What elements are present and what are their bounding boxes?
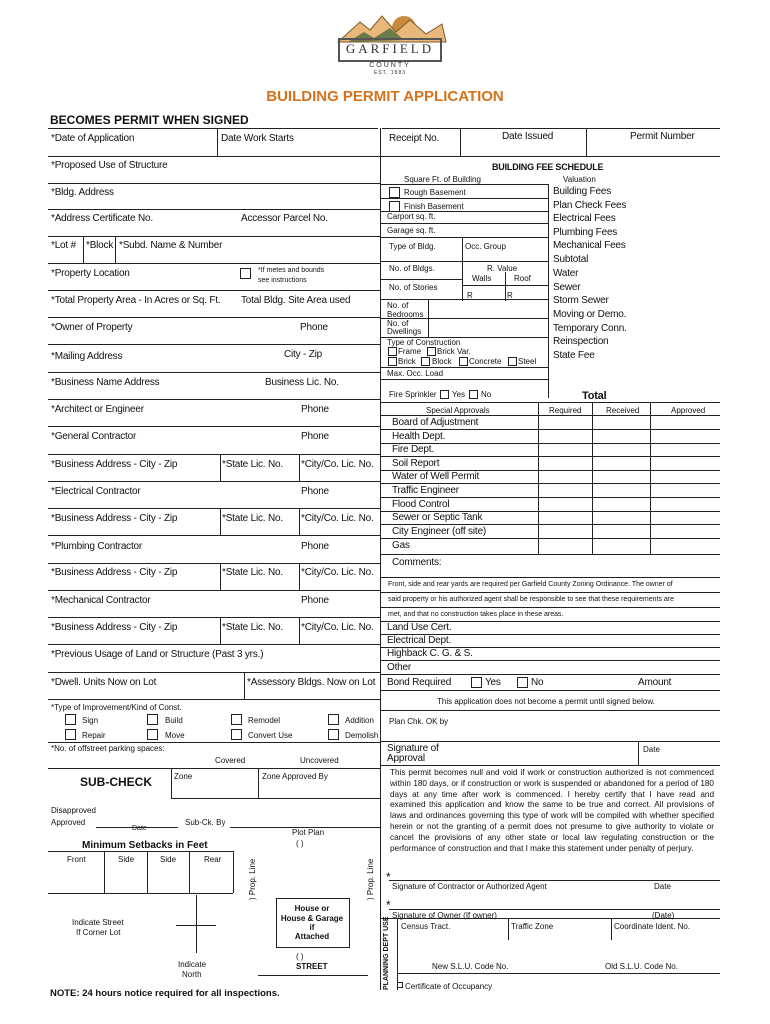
remodel-label: Remodel xyxy=(248,716,281,725)
rough-basement-checkbox[interactable] xyxy=(389,187,400,198)
bond-required-label: Bond Required xyxy=(387,677,452,688)
proposed-use-field[interactable]: *Proposed Use of Structure xyxy=(51,160,168,171)
block-label: Block xyxy=(432,357,452,366)
lot-field[interactable]: *Lot # xyxy=(51,240,76,251)
planning-dept-label: PLANNING DEPT USE xyxy=(383,916,390,990)
certificate-occupancy-checkbox[interactable] xyxy=(397,982,403,988)
approval-soil[interactable]: Soil Report xyxy=(392,458,440,469)
signature-owner-field[interactable]: Signature of Owner (If owner) xyxy=(392,911,497,920)
date-issued-field[interactable]: Date Issued xyxy=(502,131,554,142)
subdivision-field[interactable]: *Subd. Name & Number xyxy=(119,240,223,251)
demolish-checkbox[interactable] xyxy=(328,729,339,740)
approval-fire[interactable]: Fire Dept. xyxy=(392,444,434,455)
mailing-address-field[interactable]: *Mailing Address xyxy=(51,351,123,362)
plot-plan-label: Plot Plan xyxy=(292,828,325,837)
north-cross-horizontal xyxy=(176,925,216,926)
r-roof-field[interactable]: R xyxy=(507,291,513,300)
fee-sewer[interactable]: Sewer xyxy=(553,282,581,293)
fee-plumbing[interactable]: Plumbing Fees xyxy=(553,227,618,238)
plumbing-state-lic-field[interactable]: *State Lic. No. xyxy=(222,567,283,578)
old-slu-field[interactable]: Old S.L.U. Code No. xyxy=(605,962,678,971)
walls-label: Walls xyxy=(472,274,492,283)
subcheck-heading: SUB-CHECK xyxy=(80,775,152,789)
bond-no-label: No xyxy=(531,677,544,688)
brick-label: Brick xyxy=(398,357,416,366)
city-zip-field[interactable]: City - Zip xyxy=(284,349,323,360)
repair-checkbox[interactable] xyxy=(65,729,76,740)
yards-note-2: said property or his authorized agent shall be responsible to see that these requirements are xyxy=(388,596,675,603)
approval-health[interactable]: Health Dept. xyxy=(392,431,446,442)
highback-field[interactable]: Highback C. G. & S. xyxy=(387,648,473,659)
no-dwellings-2[interactable]: Dwellings xyxy=(387,327,422,336)
received-header: Received xyxy=(606,406,640,415)
brick-checkbox[interactable] xyxy=(388,357,397,366)
approval-board-adjustment[interactable]: Board of Adjustment xyxy=(392,417,479,428)
type-construction-label: Type of Construction xyxy=(387,338,461,347)
fee-state[interactable]: State Fee xyxy=(553,350,595,361)
rough-basement-label: Rough Basement xyxy=(404,188,466,197)
no-of-stories-field[interactable]: No. of Stories xyxy=(389,283,438,292)
logo-county: COUNTY xyxy=(369,62,411,69)
plot-paren-top: ( ) xyxy=(296,839,304,848)
approval-well[interactable]: Water of Well Permit xyxy=(392,471,480,482)
approval-flood[interactable]: Flood Control xyxy=(392,499,450,510)
business-name-field[interactable]: *Business Name Address xyxy=(51,377,160,388)
total-property-area-field[interactable]: *Total Property Area - In Acres or Sq. Ft. xyxy=(51,295,221,306)
sign-checkbox[interactable] xyxy=(65,714,76,725)
north-cross-vertical xyxy=(196,895,197,953)
fee-subtotal[interactable]: Subtotal xyxy=(553,254,589,265)
type-of-bldg-field[interactable]: Type of Bldg. xyxy=(389,242,436,251)
setback-rear[interactable]: Rear xyxy=(204,855,222,864)
owner-star: * xyxy=(386,898,391,912)
sprinkler-no-label: No xyxy=(481,390,492,399)
no-dwellings-1[interactable]: No. of xyxy=(387,319,409,328)
prop-line-left: ) Prop. Line xyxy=(248,858,257,900)
approval-sewer-septic[interactable]: Sewer or Septic Tank xyxy=(392,512,483,523)
house-label-4: Attached xyxy=(294,932,330,941)
fire-sprinkler-label: Fire Sprinkler xyxy=(389,390,437,399)
prop-line-right: ) Prop. Line xyxy=(366,858,375,900)
fee-storm-sewer[interactable]: Storm Sewer xyxy=(553,295,609,306)
sprinkler-yes-label: Yes xyxy=(452,390,466,399)
receipt-no-field[interactable]: Receipt No. xyxy=(389,133,440,144)
demolish-label: Demolish xyxy=(345,731,379,740)
move-checkbox[interactable] xyxy=(147,729,158,740)
architect-field[interactable]: *Architect or Engineer xyxy=(51,404,144,415)
approval-date-field[interactable]: Date xyxy=(643,745,660,754)
mechanical-contractor-field[interactable]: *Mechanical Contractor xyxy=(51,595,151,606)
disapproved-label: Disapproved xyxy=(51,806,96,815)
mechanical-state-lic-field[interactable]: *State Lic. No. xyxy=(222,622,283,633)
plan-check-ok-field[interactable]: Plan Chk. OK by xyxy=(389,717,449,726)
becomes-permit-heading: BECOMES PERMIT WHEN SIGNED xyxy=(50,113,249,127)
remodel-checkbox[interactable] xyxy=(231,714,242,725)
fee-electrical[interactable]: Electrical Fees xyxy=(553,213,616,224)
concrete-checkbox[interactable] xyxy=(459,357,468,366)
indicate-street-1: Indicate Street xyxy=(72,918,124,927)
uncovered-label: Uncovered xyxy=(300,756,339,765)
fee-reinspection[interactable]: Reinspection xyxy=(553,336,609,347)
approved-header: Approved xyxy=(671,406,706,415)
inspection-note: NOTE: 24 hours notice required for all inspections. xyxy=(50,988,280,999)
garage-field[interactable]: Garage sq. ft. xyxy=(387,226,436,235)
subcheck-date-label: Date xyxy=(132,825,147,832)
electrical-state-lic-field[interactable]: *State Lic. No. xyxy=(222,513,283,524)
fee-building[interactable]: Building Fees xyxy=(553,186,611,197)
contractor-date-field[interactable]: Date xyxy=(654,882,671,891)
type-improvement-label: *Type of Improvement/Kind of Const. xyxy=(51,703,182,712)
special-approvals-header: Special Approvals xyxy=(426,406,490,415)
electrical-phone-field[interactable]: Phone xyxy=(301,486,329,497)
date-of-application-field[interactable]: *Date of Application xyxy=(51,133,135,144)
approval-traffic[interactable]: Traffic Engineer xyxy=(392,485,459,496)
general-state-lic-field[interactable]: *State Lic. No. xyxy=(222,459,283,470)
date-work-starts-field[interactable]: Date Work Starts xyxy=(221,133,294,144)
no-bedrooms-1[interactable]: No. of xyxy=(387,301,409,310)
signature-contractor-field[interactable]: Signature of Contractor or Authorized Agent xyxy=(392,882,547,891)
signature-approval-1[interactable]: Signature of xyxy=(387,743,439,754)
concrete-label: Concrete xyxy=(469,357,502,366)
business-lic-field[interactable]: Business Lic. No. xyxy=(265,377,339,388)
comments-field[interactable]: Comments: xyxy=(392,557,442,568)
house-label-1: House or xyxy=(294,904,330,913)
sprinkler-yes-checkbox[interactable] xyxy=(440,390,449,399)
fee-total[interactable]: Total xyxy=(582,390,607,402)
fee-moving-demo[interactable]: Moving or Demo. xyxy=(553,309,627,320)
max-occ-load-field[interactable]: Max. Occ. Load xyxy=(387,369,444,378)
yards-note-3: met, and that no construction takes place in these areas. xyxy=(388,611,564,618)
sqft-label: Square Ft. of Building xyxy=(404,175,481,184)
sign-label: Sign xyxy=(82,716,99,725)
block-field[interactable]: *Block xyxy=(86,240,114,251)
indicate-north-1: Indicate xyxy=(178,960,207,969)
brick-var-label: Brick Var. xyxy=(437,347,471,356)
not-permit-note: This application does not become a permit until signed below. xyxy=(437,697,655,706)
plumbing-contractor-field[interactable]: *Plumbing Contractor xyxy=(51,541,143,552)
county-logo xyxy=(330,8,450,76)
fee-water[interactable]: Water xyxy=(553,268,579,279)
steel-checkbox[interactable] xyxy=(508,357,517,366)
house-label-2: House & Garage xyxy=(280,914,344,923)
plot-paren-bottom: ( ) xyxy=(296,952,304,961)
r-walls-field[interactable]: R xyxy=(467,291,473,300)
other-field[interactable]: Other xyxy=(387,662,412,673)
occ-group-field[interactable]: Occ. Group xyxy=(465,242,506,251)
zone-approved-field[interactable]: Zone Approved By xyxy=(262,772,328,781)
owner-phone-field[interactable]: Phone xyxy=(300,322,328,333)
repair-label: Repair xyxy=(82,731,106,740)
previous-use-field[interactable]: *Previous Usage of Land or Structure (Past 3 yrs.) xyxy=(51,649,264,660)
traffic-zone-field[interactable]: Traffic Zone xyxy=(511,922,554,931)
land-use-cert-field[interactable]: Land Use Cert. xyxy=(387,622,452,633)
accessory-bldgs-field[interactable]: *Assessory Bldgs. Now on Lot xyxy=(247,677,376,688)
fee-schedule-heading: BUILDING FEE SCHEDULE xyxy=(492,162,604,172)
required-header: Required xyxy=(549,406,582,415)
electrical-contractor-field[interactable]: *Electrical Contractor xyxy=(51,486,141,497)
zone-field[interactable]: Zone xyxy=(174,772,193,781)
mechanical-business-address-field[interactable]: *Business Address - City - Zip xyxy=(51,622,178,633)
coordinate-ident-field[interactable]: Coordinate Ident. No. xyxy=(614,922,691,931)
covered-label: Covered xyxy=(215,756,246,765)
permit-certification-text: This permit becomes null and void if work or construction authorized is not commenced within 180 days, or if construction or work is suspended or abandoned for a period of 180 days at any time after work is commenced. I hereby certify that I have read and examined this application and know the same to be true and correct. All provisions of laws and ordinances governing this type of work will be compiled with whether specified herein or not the granting of a permit does not presume to give authority to violate or cancel the provisions of any other state or local law regulating construction or the performance of construction and that I make this statement under penalty of perjury. xyxy=(390,768,714,853)
plumbing-city-lic-field[interactable]: *City/Co. Lic. No. xyxy=(301,567,374,578)
general-business-address-field[interactable]: *Business Address - City - Zip xyxy=(51,459,178,470)
bond-yes-checkbox[interactable] xyxy=(471,677,482,688)
valuation-label: Valuation xyxy=(563,175,596,184)
architect-phone-field[interactable]: Phone xyxy=(301,404,329,415)
contractor-star: * xyxy=(386,870,391,884)
convert-use-label: Convert Use xyxy=(248,731,293,740)
logo-est: EST. 1883 xyxy=(373,70,407,76)
brick-var-checkbox[interactable] xyxy=(427,347,436,356)
plumbing-business-address-field[interactable]: *Business Address - City - Zip xyxy=(51,567,178,578)
sub-ck-label: Sub-Ck. By xyxy=(185,818,226,827)
addition-label: Addition xyxy=(345,716,374,725)
move-label: Move xyxy=(165,731,185,740)
bond-yes-label: Yes xyxy=(485,677,501,688)
plumbing-phone-field[interactable]: Phone xyxy=(301,541,329,552)
addition-checkbox[interactable] xyxy=(328,714,339,725)
roof-label: Roof xyxy=(514,274,531,283)
setback-side-1[interactable]: Side xyxy=(118,855,135,864)
finish-basement-label: Finish Basement xyxy=(404,202,464,211)
electrical-dept-field[interactable]: Electrical Dept. xyxy=(387,635,452,646)
min-setbacks-heading: Minimum Setbacks in Feet xyxy=(82,840,208,851)
fee-temporary-conn[interactable]: Temporary Conn. xyxy=(553,323,627,334)
certificate-occupancy-label: Certificate of Occupancy xyxy=(405,982,493,991)
bond-no-checkbox[interactable] xyxy=(517,677,528,688)
fee-mechanical[interactable]: Mechanical Fees xyxy=(553,240,626,251)
general-city-lic-field[interactable]: *City/Co. Lic. No. xyxy=(301,459,374,470)
bldg-address-field[interactable]: *Bldg. Address xyxy=(51,187,114,198)
electrical-business-address-field[interactable]: *Business Address - City - Zip xyxy=(51,513,178,524)
frame-label: Frame xyxy=(398,347,422,356)
general-contractor-field[interactable]: *General Contractor xyxy=(51,431,137,442)
house-label-3: if xyxy=(309,923,315,932)
indicate-north-2: North xyxy=(182,970,202,979)
frame-checkbox[interactable] xyxy=(388,347,397,356)
street-label: STREET xyxy=(296,962,328,971)
permit-number-field[interactable]: Permit Number xyxy=(630,131,695,142)
logo-name: GARFIELD xyxy=(345,41,435,56)
general-phone-field[interactable]: Phone xyxy=(301,431,329,442)
mechanical-city-lic-field[interactable]: *City/Co. Lic. No. xyxy=(301,622,374,633)
carport-field[interactable]: Carport sq. ft. xyxy=(387,212,436,221)
metes-note-1: *If metes and bounds xyxy=(258,267,325,274)
electrical-city-lic-field[interactable]: *City/Co. Lic. No. xyxy=(301,513,374,524)
build-label: Build xyxy=(165,716,183,725)
no-bedrooms-2[interactable]: Bedrooms xyxy=(387,310,424,319)
page-title: BUILDING PERMIT APPLICATION xyxy=(266,88,504,105)
approval-city-engineer[interactable]: City Engineer (off site) xyxy=(392,526,486,537)
census-tract-field[interactable]: Census Tract. xyxy=(401,922,451,931)
property-location-field[interactable]: *Property Location xyxy=(51,268,130,279)
no-of-bldgs-field[interactable]: No. of Bldgs. xyxy=(389,264,435,273)
accessor-parcel-field[interactable]: Accessor Parcel No. xyxy=(241,213,328,224)
dwelling-units-field[interactable]: *Dwell. Units Now on Lot xyxy=(51,677,157,688)
convert-use-checkbox[interactable] xyxy=(231,729,242,740)
mechanical-phone-field[interactable]: Phone xyxy=(301,595,329,606)
approved-label: Approved xyxy=(51,818,86,827)
r-value-label: R. Value xyxy=(487,264,518,273)
indicate-street-2: If Corner Lot xyxy=(76,928,121,937)
metes-note-2: see instructions xyxy=(258,277,307,284)
sprinkler-no-checkbox[interactable] xyxy=(469,390,478,399)
yards-note-1: Front, side and rear yards are required per Garfield County Zoning Ordinance. The owner of xyxy=(388,581,673,588)
address-certificate-field[interactable]: *Address Certificate No. xyxy=(51,213,153,224)
bond-amount-field[interactable]: Amount xyxy=(638,677,672,688)
setback-side-2[interactable]: Side xyxy=(160,855,177,864)
signature-approval-2[interactable]: Approval xyxy=(387,753,425,764)
build-checkbox[interactable] xyxy=(147,714,158,725)
block-checkbox[interactable] xyxy=(421,357,430,366)
steel-label: Steel xyxy=(518,357,537,366)
new-slu-field[interactable]: New S.L.U. Code No. xyxy=(432,962,509,971)
parking-label: *No. of offstreet parking spaces: xyxy=(51,744,165,753)
site-area-field[interactable]: Total Bldg. Site Area used xyxy=(241,295,351,306)
fee-plan-check[interactable]: Plan Check Fees xyxy=(553,200,627,211)
setback-front[interactable]: Front xyxy=(67,855,86,864)
metes-bounds-checkbox[interactable] xyxy=(240,268,251,279)
owner-field[interactable]: *Owner of Property xyxy=(51,322,133,333)
owner-date-field[interactable]: (Date) xyxy=(652,911,675,920)
approval-gas[interactable]: Gas xyxy=(392,540,410,551)
